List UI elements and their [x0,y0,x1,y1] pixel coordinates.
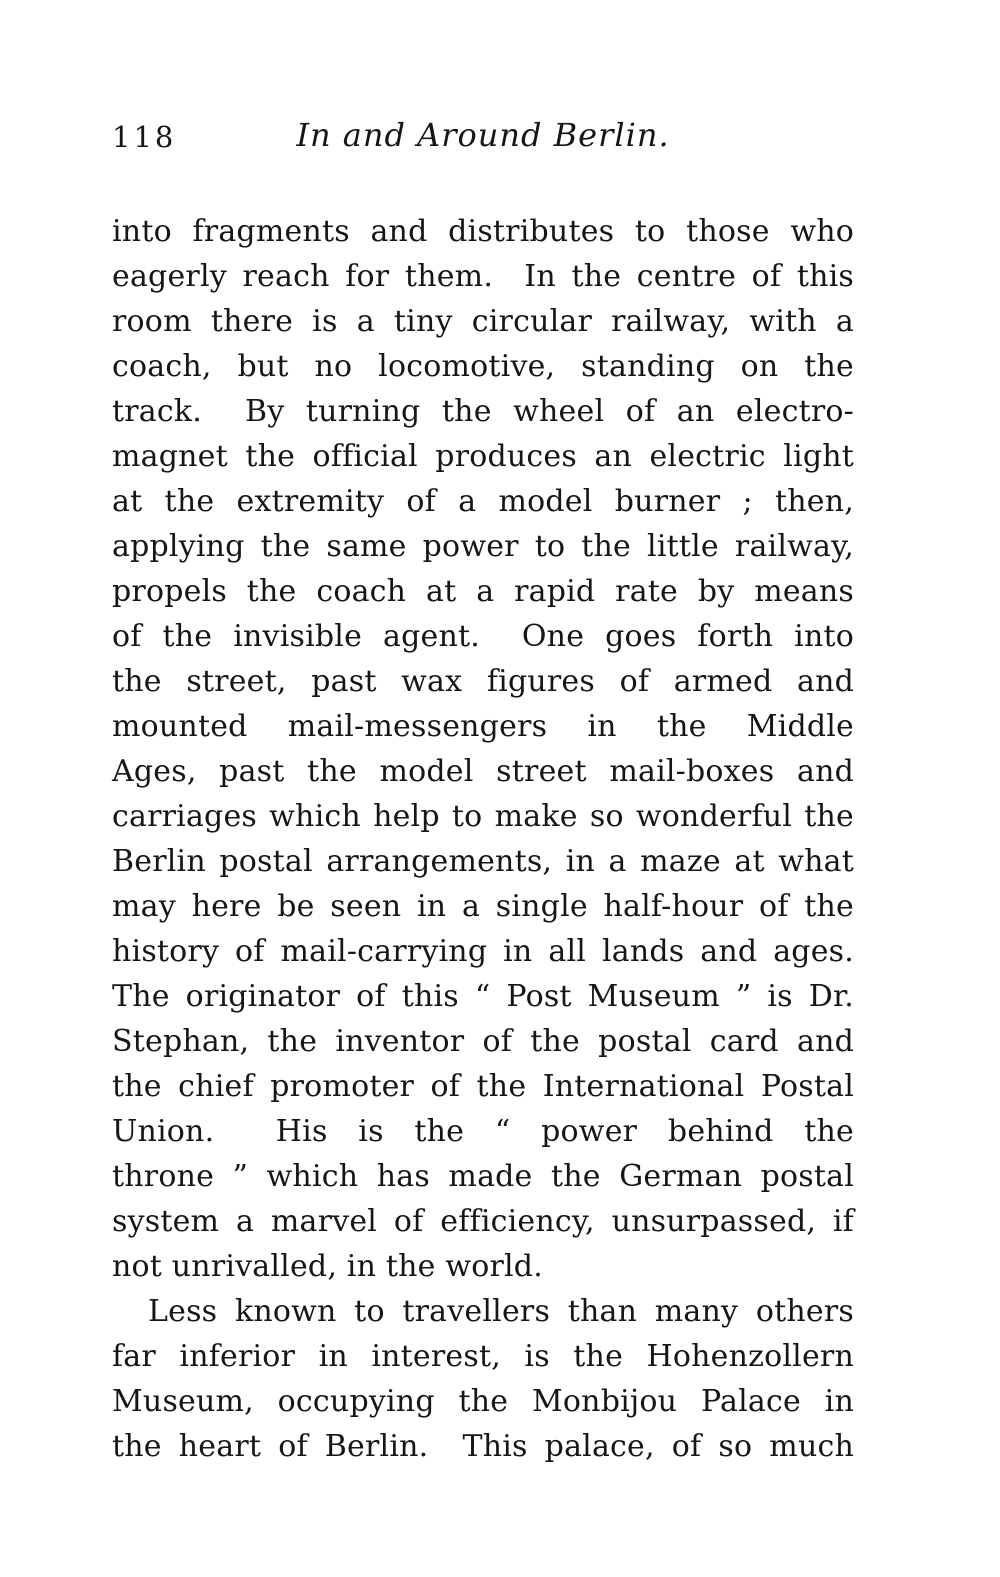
body-line: Ages, past the model street mail-boxes and [112,754,854,789]
body-line: at the extremity of a model burner ; then, [112,484,854,519]
body-line: far inferior in interest, is the Hohenzollern [112,1339,854,1374]
body-line: the heart of Berlin. This palace, of so much [112,1429,854,1464]
body-line: Museum, occupying the Monbijou Palace in [112,1384,854,1419]
body-line: history of mail-carrying in all lands and ages. [112,934,854,969]
body-line: propels the coach at a rapid rate by means [112,574,854,609]
body-line: track. By turning the wheel of an electro- [112,394,854,429]
body-line: eagerly reach for them. In the centre of this [112,259,854,294]
header-title: In and Around Berlin. [296,116,670,154]
running-header [112,116,854,162]
body-line: Berlin postal arrangements, in a maze at what [112,844,854,879]
body-line: may here be seen in a single half-hour of the [112,889,854,924]
body-line: mounted mail-messengers in the Middle [112,709,854,744]
body-line: throne ” which has made the German postal [112,1159,854,1194]
page-number: 118 [112,120,177,154]
body-line-paragraph-end: not unrivalled, in the world. [112,1249,543,1284]
body-line: room there is a tiny circular railway, with a [112,304,854,339]
body-line: applying the same power to the little railway, [112,529,854,564]
body-line: carriages which help to make so wonderful the [112,799,854,834]
body-line: Union. His is the “ power behind the [112,1114,854,1149]
body-line: system a marvel of efficiency, unsurpassed, if [112,1204,854,1239]
text-block [112,116,854,1469]
body-line: of the invisible agent. One goes forth into [112,619,854,654]
body-text [112,209,854,1469]
body-line: Stephan, the inventor of the postal card and [112,1024,854,1059]
body-line: the chief promoter of the International Postal [112,1069,854,1104]
body-line-paragraph-start: Less known to travellers than many others [148,1294,854,1329]
body-line: The originator of this “ Post Museum ” is Dr. [112,979,854,1014]
body-line: the street, past wax figures of armed and [112,664,854,699]
body-line: magnet the official produces an electric light [112,439,854,474]
body-line: coach, but no locomotive, standing on the [112,349,854,384]
body-line: into fragments and distributes to those who [112,214,854,249]
